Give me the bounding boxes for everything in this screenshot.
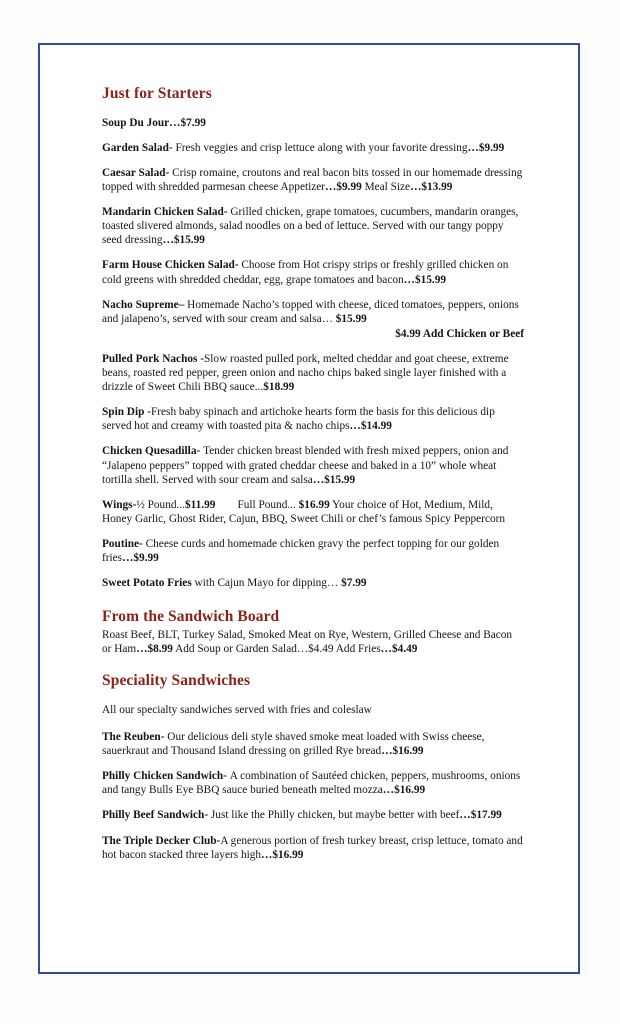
item-name: Spin Dip [102,406,145,419]
nacho-supreme-add-protein-note: $4.99 Add Chicken or Beef [395,327,524,340]
item-name: Poutine [102,537,140,550]
item-name: Philly Beef Sandwich [102,809,205,822]
sandwich-board-price2: $4.49 [391,643,418,656]
item-name: Philly Chicken Sandwich [102,770,224,783]
item-price-prefix: … [122,551,134,564]
item-name: Wings [102,498,133,511]
item-price-tail-prefix: … [410,181,422,194]
item-price: $17.99 [470,809,502,822]
item-price-prefix: … [459,809,471,822]
menu-item-the-triple-decker-club [102,834,524,862]
item-price-prefix: … [261,848,273,861]
wings-half-price: $11.99 [184,498,216,511]
section-heading-sandwich-board: From the Sandwich Board [102,608,280,626]
item-price: $18.99 [263,381,295,394]
wings-half-label: ½ Pound... [136,498,185,511]
menu-content [102,85,524,862]
item-price-prefix: … [382,784,395,797]
item-price: $15.99 [414,273,447,286]
item-description: Just like the Philly chicken, but maybe better with beef [210,809,460,822]
item-price: $9.99 [133,551,159,564]
item-description: Slow roasted pulled pork, melted cheddar and goat cheese, extreme beans, roasted red pepper, green onion and nacho chips baked single layer finished with a drizzle of Sweet Chili BBQ sauce... [102,352,509,394]
item-description: Crisp romaine, croutons and real bacon bits tossed in our homemade dressing topped with shredded parmesan cheese Appetizer [102,167,523,194]
item-description: Homemade Nacho’s topped with cheese, diced tomatoes, peppers, onions and jalapeno’s, served with sour cream and salsa… [102,298,519,325]
item-name: Sweet Potato Fries [102,577,192,590]
menu-item-spin-dip [102,405,524,433]
item-price-prefix: … [349,420,361,433]
menu-item-the-reuben [102,730,524,758]
item-price: $7.99 [341,577,367,590]
item-description: with Cajun Mayo for dipping… [194,577,342,590]
menu-item-philly-beef-sandwich [102,808,524,822]
item-separator: - [196,445,204,458]
menu-item-poutine [102,537,524,565]
item-price: $15.99 [324,473,356,486]
item-separator: - [197,352,204,365]
menu-item-pulled-pork-nachos [102,352,524,394]
item-price-prefix: … [312,473,325,486]
item-description: Our delicious deli style shaved smoke meat loaded with Swiss cheese, sauerkraut and Thousand Island dressing on grilled Rye bread [102,731,485,758]
item-description: A generous portion of fresh turkey breast, crisp lettuce, tomato and hot bacon stacked three layers high [102,834,523,861]
item-separator: - [168,141,176,154]
item-description: Choose from Hot crispy strips or freshly grilled chicken on cold greens with shredded cheddar, egg, grape tomatoes and bacon [102,259,509,286]
item-name: Pulled Pork Nachos [102,352,198,365]
item-separator: - [223,206,231,219]
item-separator: - [144,406,151,419]
item-name: Garden Salad [102,141,169,154]
item-separator: - [160,731,168,744]
menu-sheet [38,43,580,974]
speciality-sandwiches-intro: All our specialty sandwiches served with fries and coleslaw [102,703,372,716]
item-name: Farm House Chicken Salad [102,259,235,272]
item-price: $9.99 [336,181,362,194]
menu-item-chicken-quesadilla [102,444,524,486]
menu-item-farm-house-chicken-salad [102,258,524,286]
item-separator: - [204,809,211,822]
item-separator: – [178,298,188,311]
wings-full-price: $16.99 [298,498,330,511]
item-separator: - [132,498,137,511]
item-price: $16.99 [392,745,424,758]
sandwich-board-price1: $8.99 [147,643,173,656]
item-price-prefix: … [403,273,415,286]
section-gap [102,601,524,608]
item-separator: - [216,834,221,847]
menu-item-sweet-potato-fries [102,576,524,590]
item-price: $15.99 [335,312,367,325]
item-price-prefix: … [162,234,174,247]
menu-item-wings [102,498,524,526]
item-line-full: Soup Du Jour…$7.99 [102,116,206,129]
item-description: Grilled chicken, grape tomatoes, cucumbers, mandarin oranges, toasted slivered almonds, salad noodles on a bed of lettuce. Served with our tangy poppy seed dressing [102,206,519,247]
menu-item-caesar-salad [102,166,524,194]
item-name: Chicken Quesadilla [102,445,197,458]
menu-item-mandarin-chicken-salad [102,205,524,247]
item-description: Fresh baby spinach and artichoke hearts form the basis for this delicious dip served hot and creamy with toasted pita & nacho chips [102,406,495,433]
sandwich-board-list: Roast Beef, BLT, Turkey Salad, Smoked Meat on Rye, Western, Grilled Cheese and Bacon or Ham [102,628,513,656]
wings-flavors: Your choice of Hot, Medium, Mild, Honey Garlic, Ghost Rider, Cajun, BBQ, Sweet Chili or chef’s famous Spicy Peppercorn [102,498,506,525]
item-price-prefix: … [467,141,479,154]
menu-item-garden-salad [102,141,524,155]
item-price: $9.99 [478,141,505,154]
item-name: Nacho Supreme [102,298,179,311]
sandwich-board-addons: Add Soup or Garden Salad…$4.49 Add Fries [172,643,381,656]
item-price-tail: $13.99 [421,181,453,194]
item-description: A combination of Sautéed chicken, peppers, mushrooms, onions and tangy Bulls Eye BBQ sauce buried beneath melted mozza [102,770,521,797]
item-price: $15.99 [173,234,205,247]
item-name: Mandarin Chicken Salad [102,206,224,219]
section-heading-speciality-sandwiches: Speciality Sandwiches [102,672,251,690]
sandwich-board-price1-prefix: … [136,643,148,656]
item-separator: - [223,770,230,783]
section-heading-starters: Just for Starters [102,85,212,102]
item-price-prefix: … [381,745,393,758]
item-description: Fresh veggies and crisp lettuce along with your favorite dressing [175,141,468,154]
sandwich-board-price2-prefix: … [380,643,392,656]
item-price-prefix: … [325,181,337,194]
item-price: $14.99 [360,420,392,433]
item-name: The Reuben [102,731,161,744]
item-price-tail-label: Meal Size [361,181,411,194]
menu-item-nacho-supreme [102,298,524,326]
sandwich-board-body [102,628,524,656]
item-separator: - [234,259,242,272]
item-separator: - [165,167,173,179]
menu-item-soup-du-jour [102,116,524,130]
item-name: Caesar Salad [102,167,166,179]
item-price: $16.99 [394,784,426,797]
item-description: Cheese curds and homemade chicken gravy the perfect topping for our golden fries [102,537,500,564]
item-description: Tender chicken breast blended with fresh mixed peppers, onion and “Jalapeno peppers” topped with grated cheddar cheese and baked in a 10” whole wheat tortilla shell. Served with sour cream and salsa [102,445,509,486]
menu-item-philly-chicken-sandwich [102,769,524,797]
item-price: $16.99 [272,848,304,861]
item-separator: - [139,537,146,550]
item-name: The Triple Decker Club [102,834,217,847]
wings-full-label: Full Pound... [237,498,299,511]
